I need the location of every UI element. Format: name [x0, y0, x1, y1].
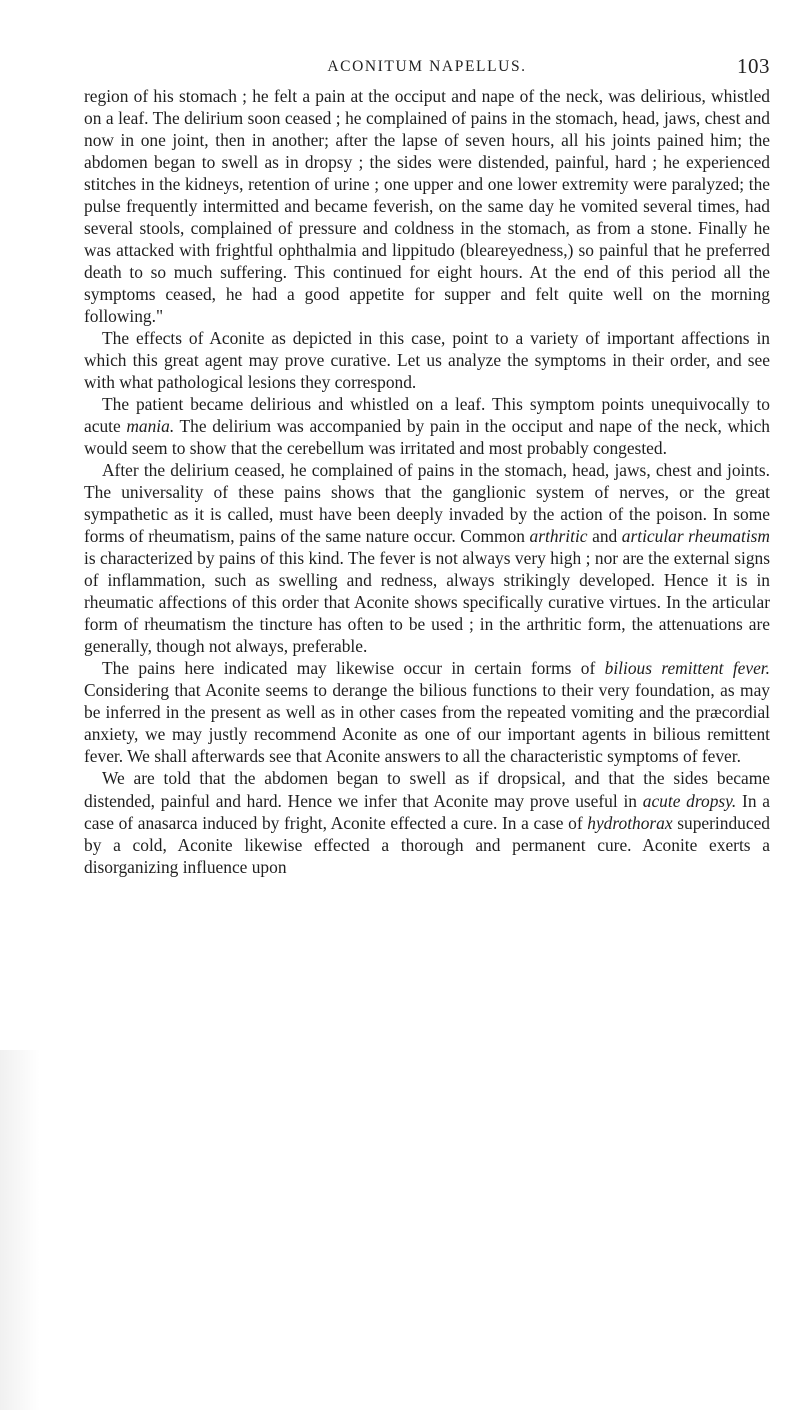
text-run: is characterized by pains of this kind. The fever is not always very high ; nor are the external signs of inflammation, such as swelling and redness, always strikingly developed. Hence it is in rheumatic affections of this order that Aconite shows specifically curative virtues. In the articular form of rheumatism the tincture has often to be used ; in the arthritic form, the attenuations are generally, though not always, preferable. [84, 548, 770, 657]
text-run: We are told that the abdomen began to swell as if dropsical, and that the sides became distended, painful and hard. Hence we infer that Aconite may prove useful in [84, 768, 770, 811]
italic-run: arthritic [529, 526, 588, 547]
italic-run: bilious remittent fever. [604, 658, 770, 679]
text-run: After the delirium ceased, he complained of pains in the stomach, head, jaws, chest and joints. The universality of these pains shows that the ganglionic system of nerves, or the great sympathetic as it is called, must have been deeply invaded by the action of the poison. In some forms of rheumatism, pains of the same nature occur. Common [84, 460, 770, 547]
text-run: The delirium was accompanied by pain in the occiput and nape of the neck, which would seem to show that the cerebellum was irritated and most probably congested. [84, 416, 771, 459]
text-run: The patient became delirious and whistled on a leaf. This symptom points unequivocally to acute [84, 394, 770, 437]
paragraph [84, 657, 770, 767]
running-title: ACONITUM NAPELLUS. [327, 58, 527, 75]
italic-run: articular rheumatism [621, 526, 770, 547]
text-run: The pains here indicated may likewise occur in certain forms of [102, 658, 605, 679]
paragraph [84, 459, 770, 657]
italic-run: hydrothorax [587, 812, 673, 833]
paragraph [84, 767, 770, 877]
text-run: superinduced by a cold, Aconite likewise effected a thorough and permanent cure. Aconite exerts a disorganizing influence upon [84, 812, 770, 877]
text-run: In a case of anasarca induced by fright, Aconite effected a cure. In a case of [84, 790, 771, 833]
text-run: region of his stomach ; he felt a pain at the occiput and nape of the neck, was delirious, whistled on a leaf. The delirium soon ceased ; he complained of pains in the stomach, head, jaws, chest and now in one joint, then in another; after the lapse of seven hours, all his joints pained him; the abdomen began to swell as in dropsy ; the sides were distended, painful, hard ; he experienced stitches in the kidneys, retention of urine ; one upper and one lower extremity were paralyzed; the pulse frequently intermitted and became feverish, on the same day he vomited several times, had several stools, complained of pressure and coldness in the stomach, as from a stone. Finally he was attacked with frightful ophthalmia and lippitudo (bleareyedness,) so painful that he preferred death to so much suffering. This continued for eight hours. At the end of this period all the symptoms ceased, he had a good appetite for supper and felt quite well on the morning following." [84, 86, 770, 327]
paragraph [84, 327, 770, 393]
page-number: 103 [737, 54, 770, 78]
italic-run: acute dropsy. [642, 790, 737, 811]
text-run: Considering that Aconite seems to derange the bilious functions to their very foundation, as may be inferred in the present as well as in other cases from the repeated vomiting and the præcordial anxiety, we may justly recommend Aconite as one of our important agents in bilious remittent fever. We shall afterwards see that Aconite answers to all the characteristic symptoms of fever. [84, 680, 770, 767]
paragraph [84, 393, 770, 459]
paragraph [84, 85, 770, 327]
running-head [84, 54, 770, 84]
binding-shadow [0, 1050, 40, 1410]
body-text [84, 85, 770, 878]
text-run: The effects of Aconite as depicted in this case, point to a variety of important affections in which this great agent may prove curative. Let us analyze the symptoms in their order, and see with what pathological lesions they correspond. [84, 328, 770, 393]
text-run: and [587, 526, 622, 547]
italic-run: mania. [126, 416, 175, 437]
